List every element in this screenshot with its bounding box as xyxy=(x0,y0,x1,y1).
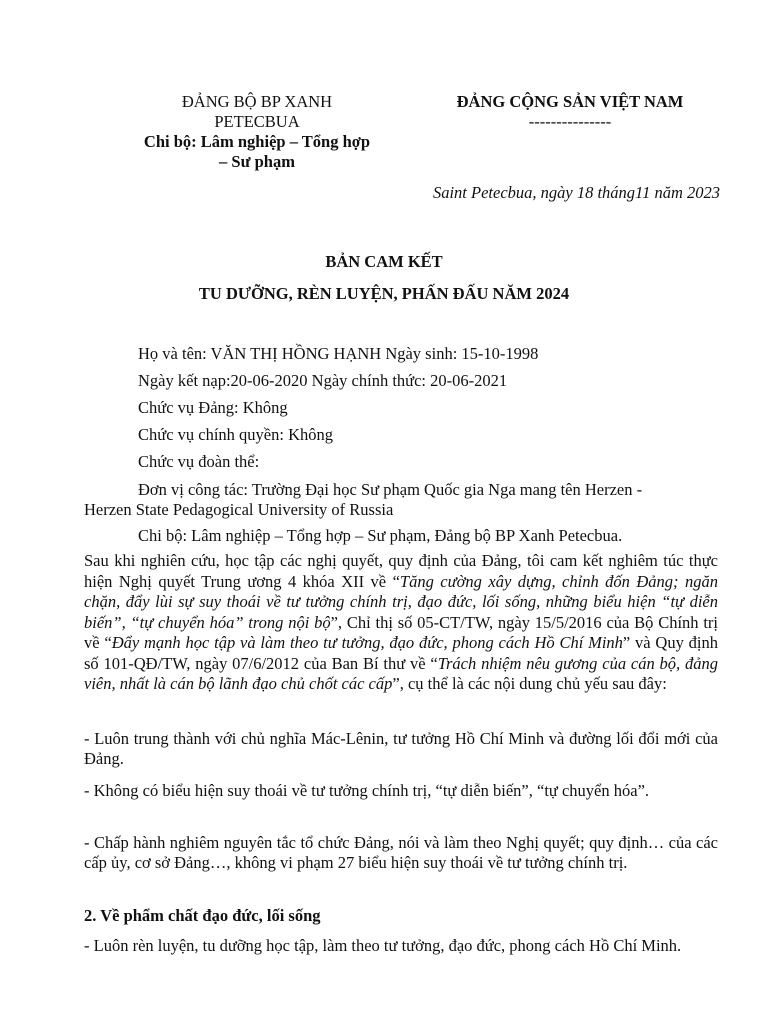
section2-item-1: - Luôn rèn luyện, tu dưỡng học tập, làm theo tư tưởng, đạo đức, phong cách Hồ Chí Minh. xyxy=(84,936,682,955)
section-heading: 2. Về phẩm chất đạo đức, lối sống xyxy=(84,906,321,925)
intro-paragraph xyxy=(84,551,718,695)
document-subtitle: TU DƯỠNG, RÈN LUYỆN, PHẤN ĐẤU NĂM 2024 xyxy=(198,284,570,303)
intro-quote-3: Trách nhiệm nêu gương của cán bộ, đảng viên, nhất là cán bộ lãnh đạo chủ chốt các cấp xyxy=(84,653,718,693)
commitment-item-2: - Không có biểu hiện suy thoái về tư tưởng chính trị, “tự diễn biến”, “tự chuyển hóa”. xyxy=(84,781,650,800)
party-name: ĐẢNG CỘNG SẢN VIỆT NAM xyxy=(456,92,684,111)
commitment-item-1: - Luôn trung thành với chủ nghĩa Mác-Lênin, tư tưởng Hồ Chí Minh và đường lối đổi mới của Đảng. xyxy=(84,729,718,768)
field-union-position: Chức vụ đoàn thể: xyxy=(138,452,260,471)
national-header xyxy=(420,92,720,132)
intro-text-1: Sau khi nghiên cứu, học tập các nghị quyết, quy định của Đảng, tôi cam kết nghiêm túc thực hiện Nghị quyết Trung ương 4 khóa XII về “ xyxy=(84,551,718,591)
place-date: Saint Petecbua, ngày 18 tháng11 năm 2023 xyxy=(432,183,720,202)
issuing-organization xyxy=(112,92,402,172)
org-name-line1: ĐẢNG BỘ BP XANH xyxy=(181,92,333,111)
workplace-line2: Herzen State Pedagogical University of Russia xyxy=(84,500,394,519)
commitment-item-3: - Chấp hành nghiêm nguyên tắc tổ chức Đảng, nói và làm theo Nghị quyết; quy định… của các cấp ủy, cơ sở Đảng…, không vi phạm 27 biểu hiện suy thoái về tư tưởng chính trị. xyxy=(84,833,718,872)
header-rule: --------------- xyxy=(528,112,612,131)
cell-name-line1: Chi bộ: Lâm nghiệp – Tổng hợp xyxy=(143,132,371,151)
intro-quote-2: Đẩy mạnh học tập và làm theo tư tưởng, đạo đức, phong cách Hồ Chí Minh xyxy=(111,633,623,652)
field-workplace xyxy=(84,480,718,520)
field-name-dob: Họ và tên: VĂN THỊ HỒNG HẠNH Ngày sinh: 15-10-1998 xyxy=(138,344,539,363)
field-party-position: Chức vụ Đảng: Không xyxy=(138,398,288,417)
cell-name-line2: – Sư phạm xyxy=(219,152,295,171)
org-name-line2: PETECBUA xyxy=(214,112,300,131)
workplace-line1: Đơn vị công tác: Trường Đại học Sư phạm Quốc gia Nga mang tên Herzen - xyxy=(138,480,643,499)
intro-quote-1: Tăng cường xây dựng, chỉnh đốn Đảng; ngăn chặn, đẩy lùi sự suy thoái về tư tưởng chính trị, đạo đức, lối sống, những biểu hiện “tự diễn biến”, “tự chuyển hóa” trong nội bộ xyxy=(84,571,718,632)
field-party-cell: Chi bộ: Lâm nghiệp – Tổng hợp – Sư phạm, Đảng bộ BP Xanh Petecbua. xyxy=(138,526,623,545)
field-admission-dates: Ngày kết nạp:20-06-2020 Ngày chính thức: 20-06-2021 xyxy=(138,371,508,390)
field-gov-position: Chức vụ chính quyền: Không xyxy=(138,425,334,444)
intro-text-2: ”, Chỉ thị số 05-CT/TW, ngày 15/5/2016 của Bộ Chính trị về “ xyxy=(84,612,718,652)
intro-text-3: ” và Quy định số 101-QĐ/TW, ngày 07/6/2012 của Ban Bí thư về “ xyxy=(84,633,718,673)
document-title: BẢN CAM KẾT xyxy=(325,252,443,271)
intro-text-4: ”, cụ thể là các nội dung chủ yếu sau đây: xyxy=(392,674,667,693)
